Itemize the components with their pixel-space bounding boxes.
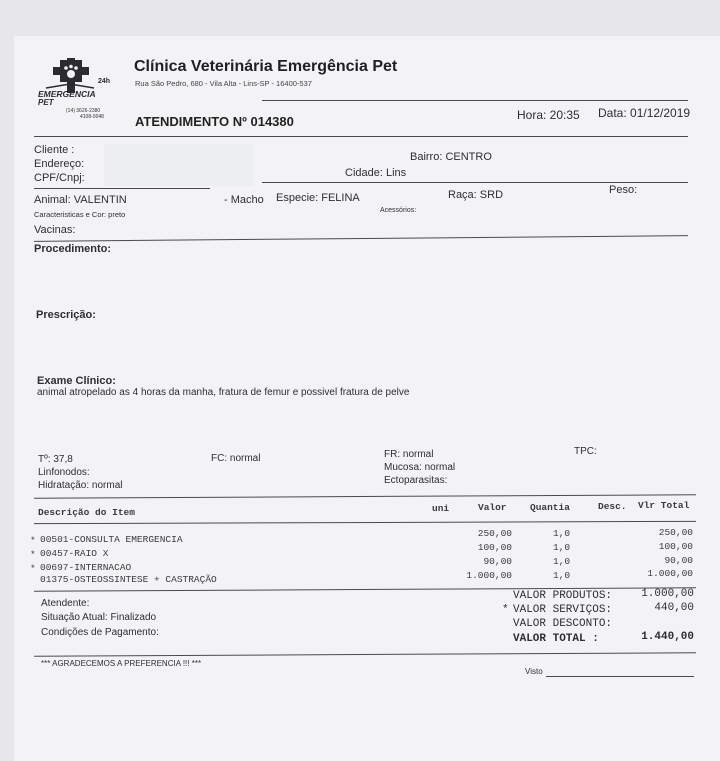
clinic-name: Clínica Veterinária Emergência Pet: [134, 58, 398, 75]
row-marker: *: [30, 563, 36, 574]
item-quantity: 1,0: [553, 542, 571, 553]
neighborhood: Bairro: CENTRO: [410, 151, 492, 163]
item-quantity: 1,0: [553, 528, 571, 539]
item-total: 250,00: [658, 527, 693, 538]
divider: [262, 182, 688, 183]
item-total: 90,00: [664, 555, 693, 566]
animal-weight-label: Peso:: [609, 184, 638, 196]
receipt-page: [14, 36, 720, 761]
attendant-label: Atendente:: [41, 598, 90, 609]
divider: [34, 521, 696, 524]
redacted-area: [104, 144, 254, 186]
item-total: 1.000,00: [647, 568, 693, 579]
divider: [34, 494, 696, 498]
products-total-label: VALOR PRODUTOS:: [513, 590, 613, 602]
col-header-discount: Desc.: [598, 501, 627, 512]
hydration: Hidratação: normal: [38, 480, 123, 491]
signature-label: Visto: [525, 667, 543, 676]
animal-name: Animal: VALENTIN: [34, 194, 127, 206]
item-quantity: 1,0: [553, 570, 571, 581]
item-description: 00457-RAIO X: [40, 548, 109, 559]
signature-line: [546, 676, 694, 677]
item-value: 250,00: [477, 528, 512, 539]
animal-features: Caracteristicas e Cor: preto: [34, 210, 126, 219]
col-header-value: Valor: [478, 502, 507, 513]
payment-conditions-label: Condições de Pagamento:: [41, 627, 159, 638]
ectoparasites-label: Ectoparasitas:: [384, 475, 448, 486]
divider: [34, 188, 210, 189]
prescription-label: Prescrição:: [36, 309, 96, 321]
services-total-value: 440,00: [654, 602, 694, 614]
cpf-label: CPF/Cnpj:: [34, 172, 85, 184]
divider: [34, 136, 688, 137]
attendance-date: Data: 01/12/2019: [598, 106, 691, 120]
row-marker: *: [30, 549, 36, 560]
item-value: 1.000,00: [466, 570, 512, 581]
services-total-label: VALOR SERVIÇOS:: [513, 604, 613, 616]
temperature: Tº: 37,8: [38, 454, 73, 465]
discount-total-label: VALOR DESCONTO:: [513, 618, 613, 630]
divider: [34, 235, 688, 242]
logo-text-24h: 24h: [98, 78, 111, 85]
item-quantity: 1,0: [553, 556, 571, 567]
services-marker: *: [502, 604, 509, 616]
grand-total-value: 1.440,00: [641, 631, 694, 643]
logo-phone-2: 4108-0048: [80, 114, 104, 120]
current-status: Situação Atual: Finalizado: [41, 612, 157, 623]
vaccines-label: Vacinas:: [34, 224, 76, 236]
respiratory-rate: FR: normal: [384, 449, 434, 460]
client-label: Cliente :: [34, 144, 75, 156]
divider: [262, 100, 688, 101]
col-header-unit: uni: [432, 503, 450, 514]
logo-text-main: EMERGÊNCIA: [38, 89, 96, 99]
item-description: 00501-CONSULTA EMERGENCIA: [40, 534, 183, 545]
row-marker: *: [30, 535, 36, 546]
exam-label: Exame Clínico:: [37, 375, 116, 387]
col-header-total: Vlr Total: [638, 500, 690, 511]
item-total: 100,00: [658, 541, 693, 552]
accessories-label: Acessórios:: [380, 207, 417, 214]
tpc-label: TPC:: [574, 446, 597, 457]
item-description: 00697-INTERNACAO: [40, 562, 132, 573]
logo-text-pet: PET: [38, 98, 54, 107]
mucosa: Mucosa: normal: [384, 462, 456, 473]
item-description: 01375-OSTEOSSINTESE + CASTRAÇÃO: [40, 574, 217, 585]
clinic-address: Rua São Pedro, 680 - Vila Alta - Lins-SP - 16400-537: [135, 79, 312, 88]
col-header-quantity: Quantia: [530, 502, 570, 513]
heart-rate: FC: normal: [211, 453, 261, 464]
products-total-value: 1.000,00: [641, 588, 694, 600]
procedure-label: Procedimento:: [34, 243, 112, 255]
attendance-time: Hora: 20:35: [517, 108, 580, 122]
city: Cidade: Lins: [345, 167, 407, 179]
lymph-nodes-label: Linfonodos:: [38, 467, 90, 478]
item-value: 100,00: [477, 542, 512, 553]
grand-total-label: VALOR TOTAL :: [513, 633, 599, 645]
divider: [34, 652, 696, 656]
animal-breed: Raça: SRD: [448, 189, 504, 201]
clinic-logo: [36, 58, 128, 128]
thanks-message: *** AGRADECEMOS A PREFERENCIA !!! ***: [41, 659, 202, 668]
address-label: Endereço:: [34, 158, 85, 170]
animal-species: Especie: FELINA: [276, 192, 360, 204]
exam-text: animal atropelado as 4 horas da manha, fratura de femur e possivel fratura de pelve: [37, 387, 410, 398]
attendance-number: ATENDIMENTO Nº 014380: [135, 114, 294, 129]
logo-phone-1: (14) 3626-2380: [66, 108, 101, 114]
col-header-description: Descrição do Item: [38, 507, 135, 518]
animal-sex: - Macho: [224, 194, 264, 206]
item-value: 90,00: [483, 556, 512, 567]
